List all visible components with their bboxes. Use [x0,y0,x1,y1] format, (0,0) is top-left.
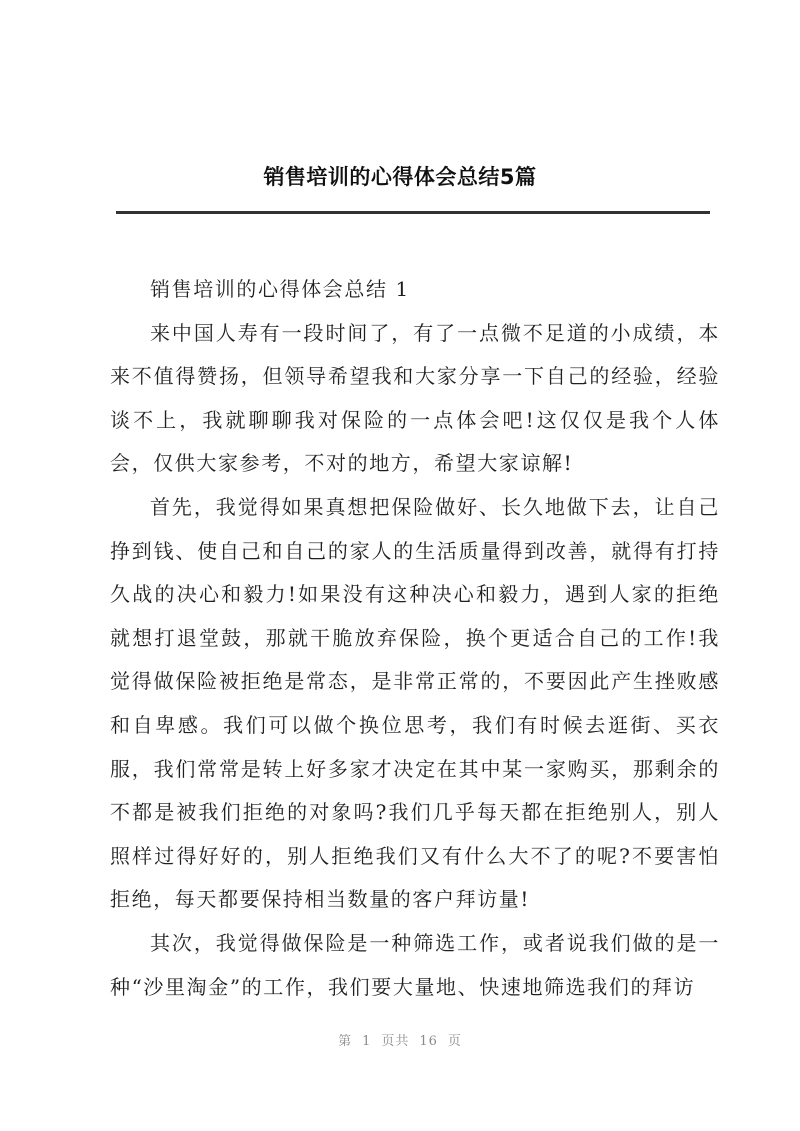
page-number-footer [0,1030,800,1049]
footer-current-page: 1 [362,1034,372,1049]
title-divider [116,211,710,214]
footer-prefix: 第 [338,1034,353,1049]
document-body [110,268,720,1009]
paragraph: 首先，我觉得如果真想把保险做好、长久地做下去，让自己挣到钱、使自己和自己的家人的生活质量得到改善，就得有打持久战的决心和毅力!如果没有这种决心和毅力，遇到人家的拒绝就想打退堂鼓，那就干脆放弃保险，换个更适合自己的工作!我觉得做保险被拒绝是常态，是非常正常的，不要因此产生挫败感和自卑感。我们可以做个换位思考，我们有时候去逛街、买衣服，我们常常是转上好多家才决定在其中某一家购买，那剩余的不都是被我们拒绝的对象吗?我们几乎每天都在拒绝别人，别人照样过得好好的，别人拒绝我们又有什么大不了的呢?不要害怕拒绝，每天都要保持相当数量的客户拜访量! [110,494,720,912]
footer-middle: 页共 [381,1034,410,1049]
paragraph: 其次，我觉得做保险是一种筛选工作，或者说我们做的是一种“沙里淘金”的工作，我们要大量地、快速地筛选我们的拜访 [110,930,720,999]
paragraph: 来中国人寿有一段时间了，有了一点微不足道的小成绩，本来不值得赞扬，但领导希望我和大家分享一下自己的经验，经验谈不上，我就聊聊我对保险的一点体会吧!这仅仅是我个人体会，仅供大家参考，不对的地方，希望大家谅解! [110,320,720,476]
section-heading: 销售培训的心得体会总结 1 [150,277,410,301]
page-title: 销售培训的心得体会总结5篇 [263,165,537,189]
footer-total-pages: 16 [419,1034,438,1049]
footer-suffix: 页 [447,1034,462,1049]
